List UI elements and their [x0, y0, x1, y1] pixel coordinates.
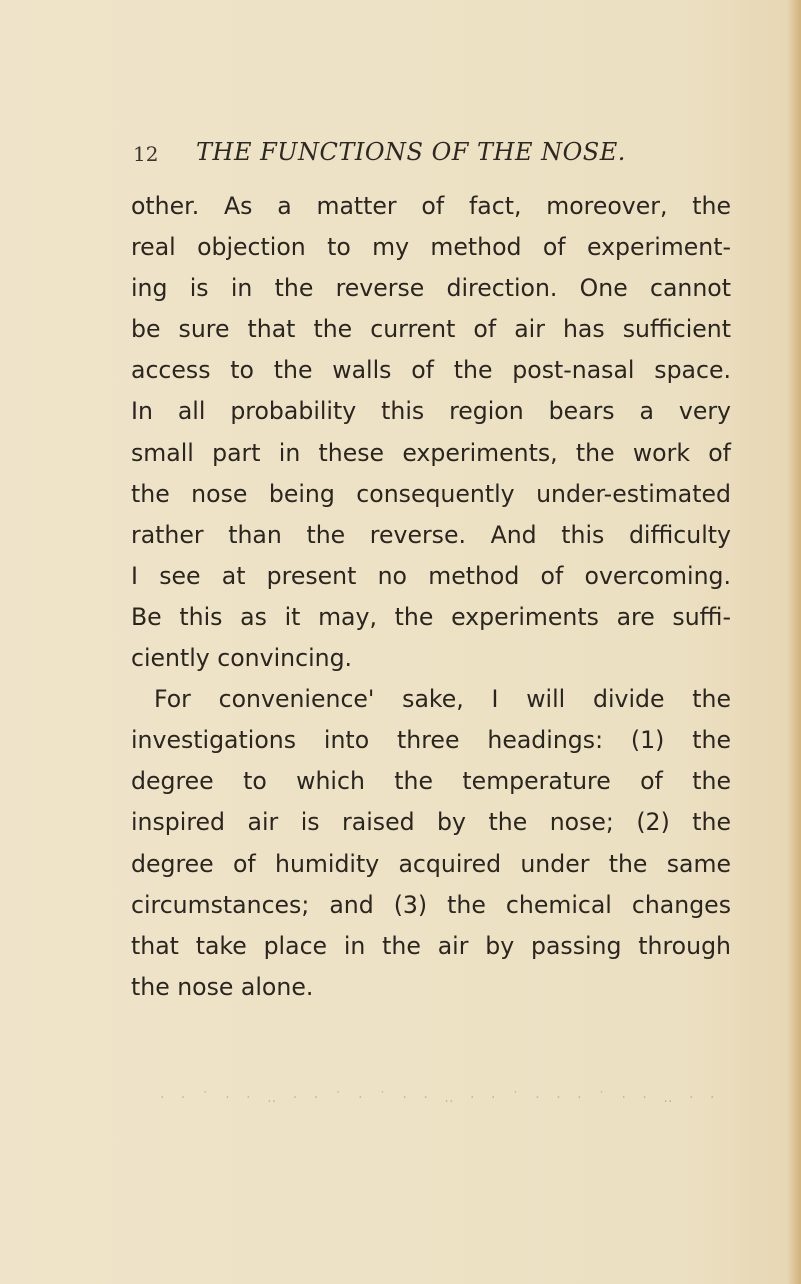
- text-line: real objection to my method of experiment-: [131, 233, 731, 262]
- text-line: small part in these experiments, the work of: [131, 438, 731, 467]
- text-line: I see at present no method of overcoming.: [131, 561, 731, 590]
- text-line: other. As a matter of fact, moreover, the: [131, 192, 731, 220]
- text-line: degree of humidity acquired under the same: [131, 849, 731, 878]
- show-through-marks: · · ˙ · · ‥ · · ˙ · ˙ · · ‥ · · ˙ · · · ˙ · · ‥ · ·: [160, 1090, 721, 1106]
- text-line: access to the walls of the post-nasal space.: [131, 356, 731, 385]
- text-line: that take place in the air by passing through: [131, 931, 731, 960]
- text-line: the nose being consequently under-estimated: [131, 479, 731, 508]
- text-line: ciently convincing.: [131, 644, 353, 673]
- text-line: degree to which the temperature of the: [131, 767, 731, 796]
- text-line: rather than the reverse. And this difficulty: [131, 520, 731, 549]
- page-header: [133, 138, 733, 178]
- text-line: Be this as it may, the experiments are suffi-: [131, 602, 731, 631]
- text-line: be sure that the current of air has sufficient: [131, 315, 731, 344]
- text-line: the nose alone.: [131, 972, 314, 1001]
- page-number: 12: [133, 142, 159, 166]
- page-edge-shadow: [787, 0, 801, 1284]
- body-text: [131, 186, 731, 1008]
- text-line: ing is in the reverse direction. One cannot: [131, 274, 731, 303]
- text-line: investigations into three headings: (1) the: [131, 726, 731, 755]
- text-line: circumstances; and (3) the chemical changes: [131, 890, 731, 919]
- running-title: THE FUNCTIONS OF THE NOSE.: [196, 138, 626, 166]
- text-line: In all probability this region bears a very: [131, 397, 731, 426]
- text-line: inspired air is raised by the nose; (2) the: [131, 808, 731, 837]
- text-line: For convenience' sake, I will divide the: [154, 685, 731, 714]
